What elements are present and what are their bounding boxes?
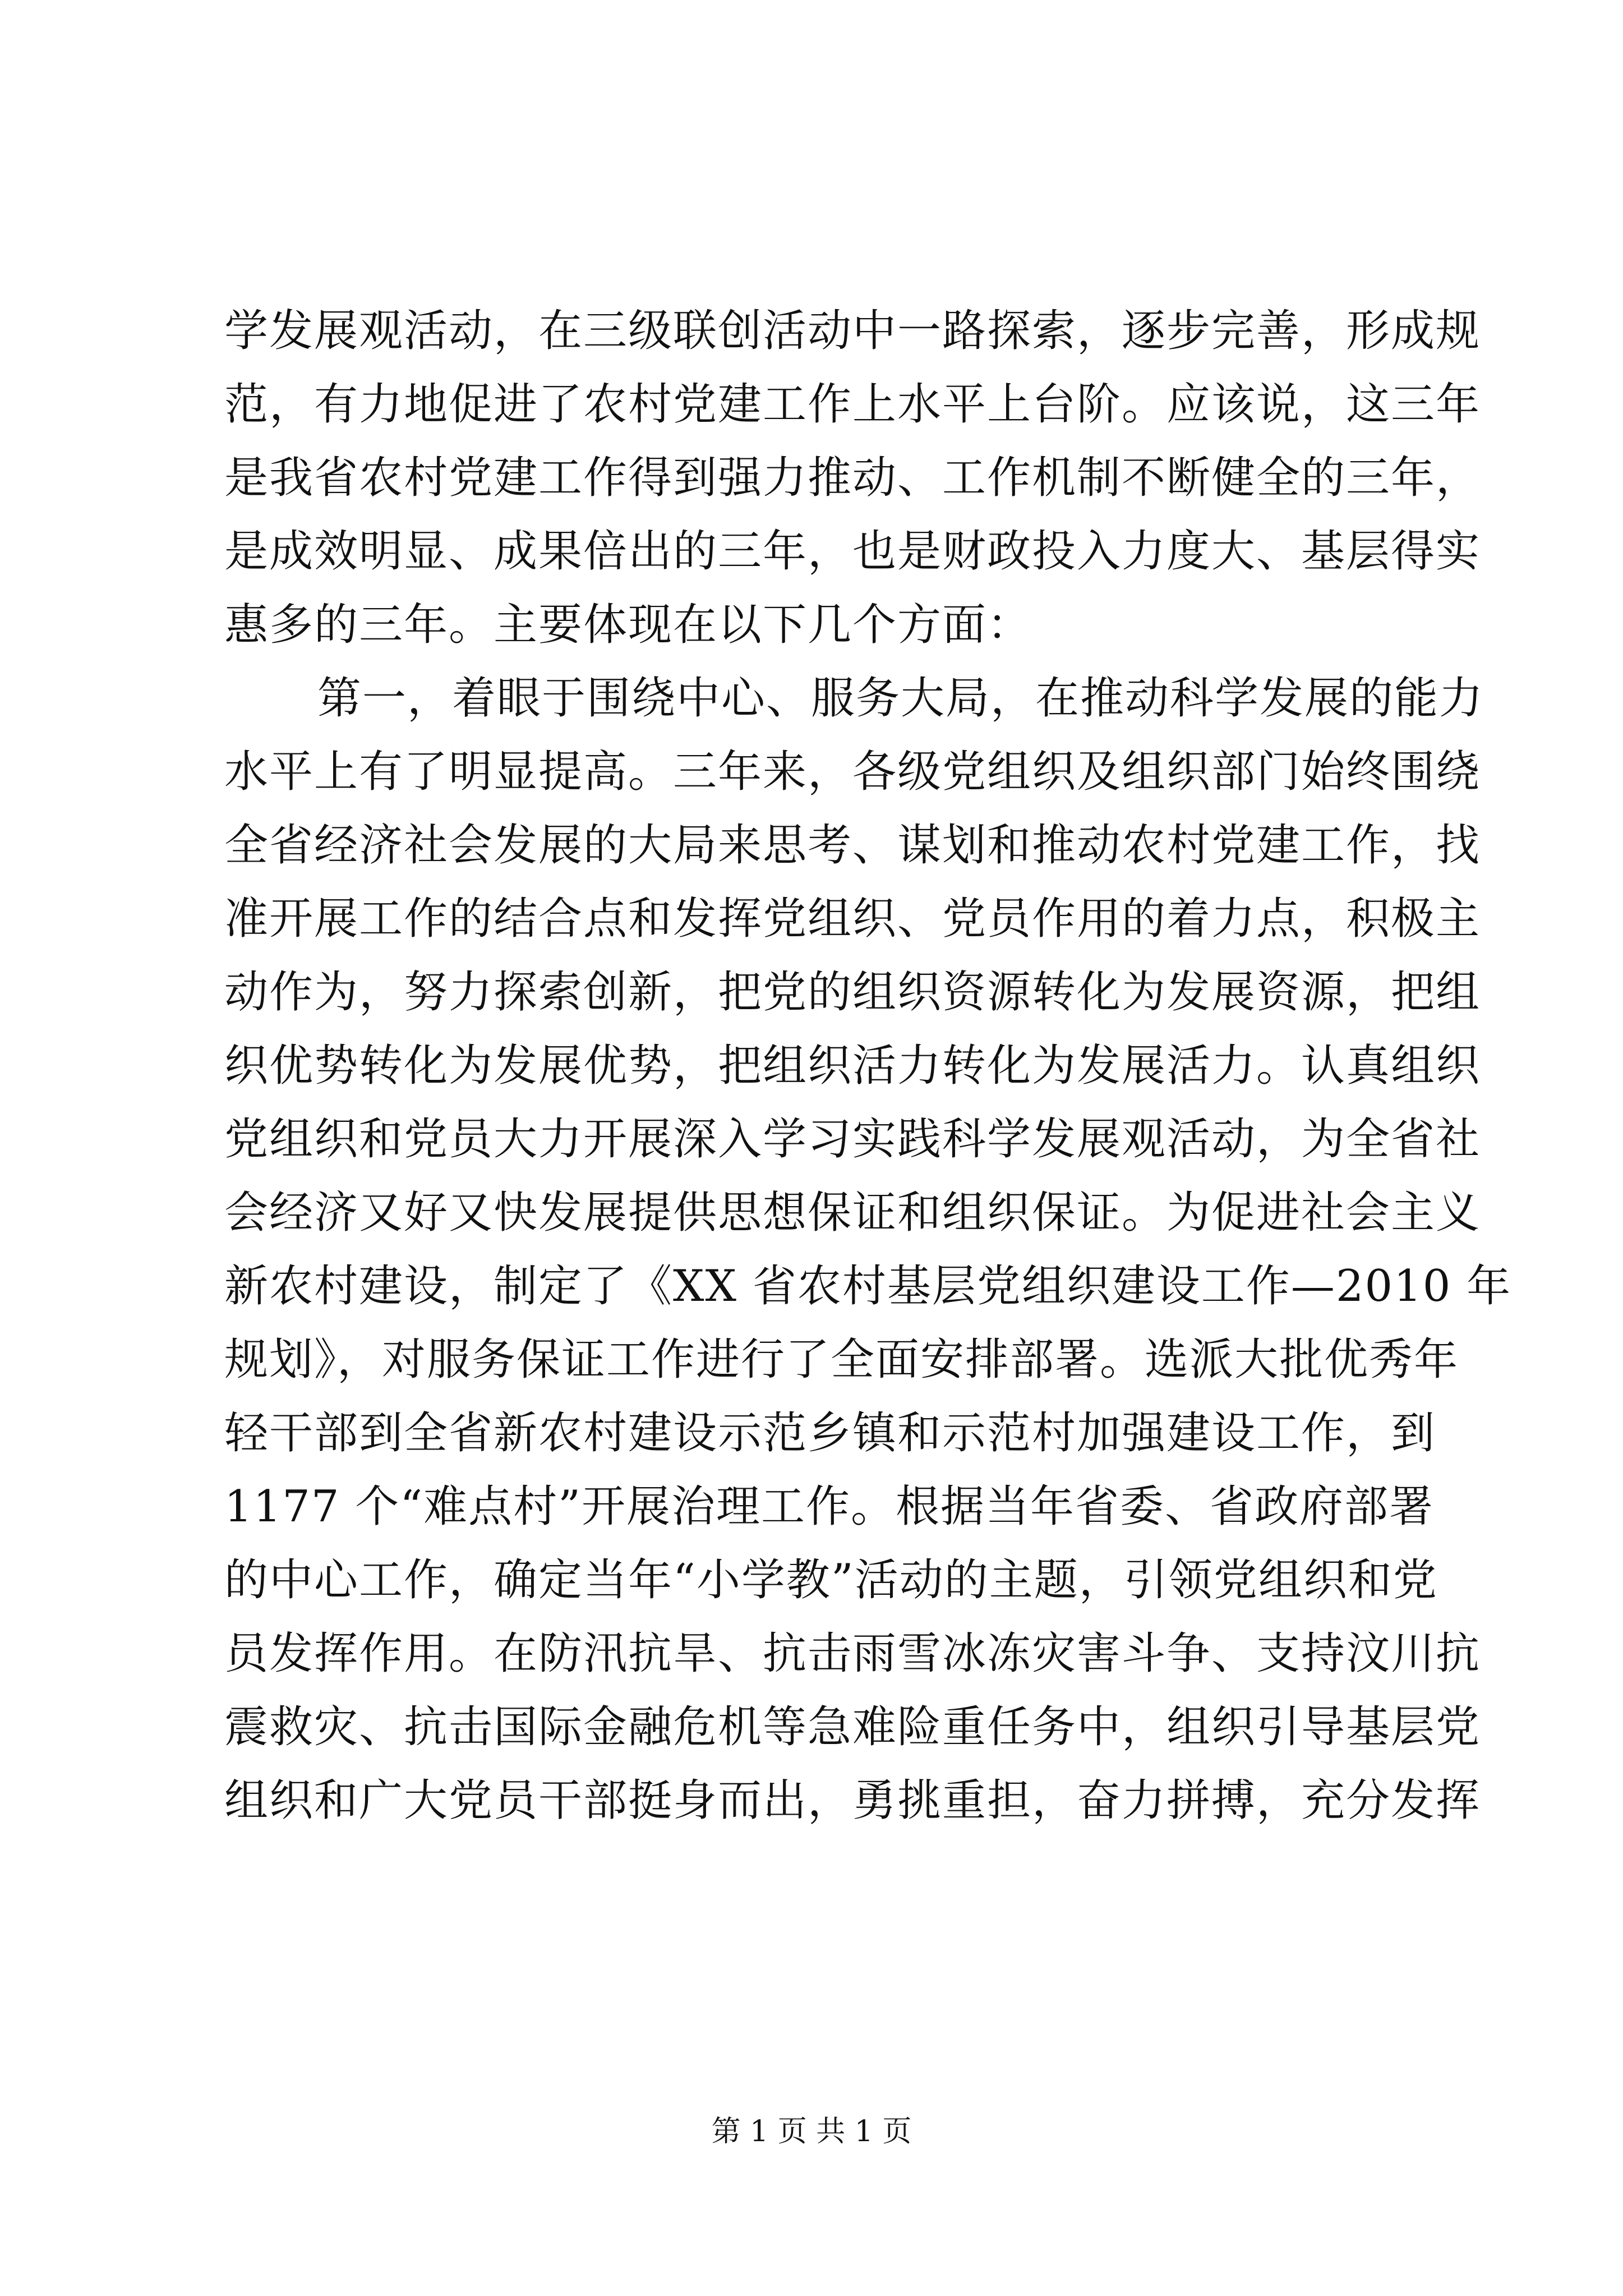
- text-line: 全省经济社会发展的大局来思考、谋划和推动农村党建工作，找: [224, 820, 1481, 871]
- text-line: 轻干部到全省新农村建设示范乡镇和示范村加强建设工作，到: [224, 1408, 1436, 1458]
- body-text: [224, 295, 1512, 1838]
- text-line: 的中心工作，确定当年“小学教”活动的主题，引领党组织和党: [224, 1555, 1438, 1605]
- text-line: 员发挥作用。在防汛抗旱、抗击雨雪冰冻灾害斗争、支持汶川抗: [224, 1628, 1481, 1679]
- text-line: 动作为，努力探索创新，把党的组织资源转化为发展资源，把组: [224, 967, 1481, 1018]
- text-line: 1177 个“难点村”开展治理工作。根据当年省委、省政府部署: [224, 1481, 1435, 1532]
- text-line: 新农村建设，制定了《XX 省农村基层党组织建设工作—2010 年: [224, 1261, 1512, 1312]
- page-footer: [0, 2112, 1623, 2151]
- page-number-label: 第 1 页 共 1 页: [711, 2115, 912, 2148]
- text-line: 会经济又好又快发展提供思想保证和组织保证。为促进社会主义: [224, 1188, 1481, 1238]
- paragraph-start-line: 第一，着眼于围绕中心、服务大局，在推动科学发展的能力: [317, 673, 1484, 724]
- text-line: 组织和广大党员干部挺身而出，勇挑重担，奋力拼搏，充分发挥: [224, 1775, 1481, 1826]
- text-line: 范，有力地促进了农村党建工作上水平上台阶。应该说，这三年: [224, 379, 1481, 430]
- text-line: 准开展工作的结合点和发挥党组织、党员作用的着力点，积极主: [224, 894, 1481, 944]
- text-line: 是我省农村党建工作得到强力推动、工作机制不断健全的三年，: [224, 453, 1481, 503]
- text-line: 党组织和党员大力开展深入学习实践科学发展观活动，为全省社: [224, 1114, 1481, 1165]
- text-line: 规划》，对服务保证工作进行了全面安排部署。选派大批优秀年: [224, 1335, 1459, 1385]
- text-line: 惠多的三年。主要体现在以下几个方面：: [224, 600, 1032, 650]
- text-line: 震救灾、抗击国际金融危机等急难险重任务中，组织引导基层党: [224, 1702, 1481, 1752]
- text-line: 水平上有了明显提高。三年来，各级党组织及组织部门始终围绕: [224, 747, 1481, 797]
- text-line: 织优势转化为发展优势，把组织活力转化为发展活力。认真组织: [224, 1041, 1481, 1091]
- text-line: 学发展观活动，在三级联创活动中一路探索，逐步完善，形成规: [224, 306, 1481, 356]
- text-line: 是成效明显、成果倍出的三年，也是财政投入力度大、基层得实: [224, 526, 1481, 577]
